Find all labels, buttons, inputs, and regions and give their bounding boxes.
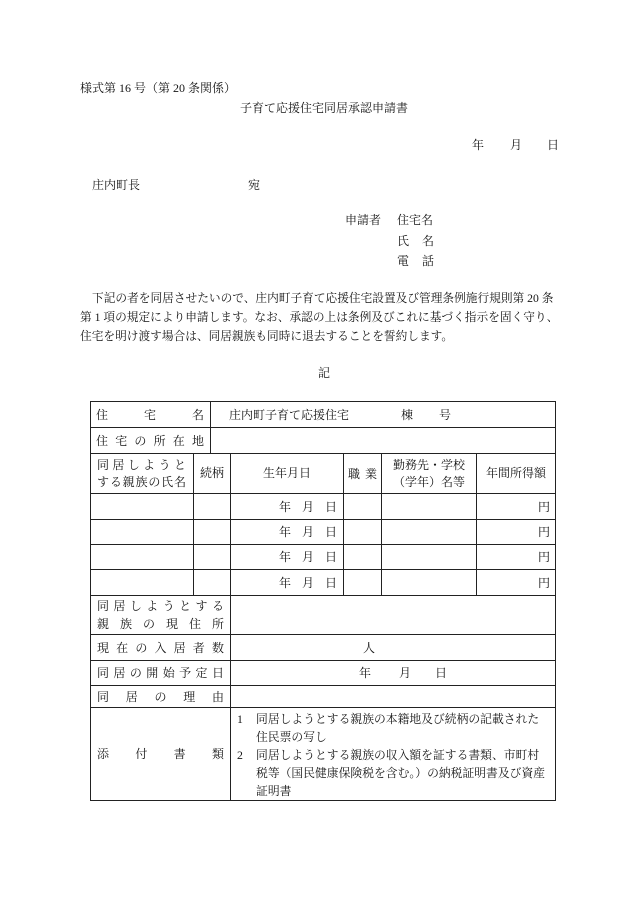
- label-char: 者: [192, 640, 205, 655]
- label-char: 親: [97, 617, 110, 631]
- label-char: 族: [120, 617, 133, 631]
- occupants-row: [91, 635, 556, 661]
- start-date-row: [91, 661, 556, 686]
- label-char: し: [129, 599, 142, 613]
- label-char: 居: [113, 599, 126, 613]
- label-char: す: [97, 474, 110, 489]
- location-value-cell: [211, 428, 556, 454]
- location-label-cell: [91, 428, 211, 454]
- label-char: 開: [146, 666, 159, 680]
- persons-unit: 人: [363, 640, 376, 655]
- relative-name-header-line: [97, 474, 186, 491]
- label-char: 同: [97, 666, 110, 680]
- year-label: 年: [359, 666, 372, 680]
- body-line: 第 1 項の規定により申請します。なお、承認の上は条例及びこれに基づく指示を固く守り、: [80, 311, 559, 324]
- label-char: の: [129, 666, 142, 680]
- year-label: 年: [278, 499, 291, 514]
- label-char: 同: [97, 689, 110, 704]
- applicant-phone-label: [397, 253, 434, 269]
- start-date-label: [97, 664, 224, 682]
- label-char: 居: [112, 457, 125, 472]
- reason-label: [97, 688, 224, 706]
- label-char: 名: [192, 407, 205, 422]
- reason-row: [91, 686, 556, 708]
- housing-label-cell: [91, 402, 211, 428]
- relative-name-cell: [91, 520, 194, 545]
- birthdate-cell: [231, 520, 344, 545]
- label-char: 入: [154, 640, 167, 655]
- relative-name-cell: [91, 494, 194, 520]
- date-month-label: 月: [510, 138, 523, 152]
- start-date-value-cell: [231, 661, 556, 686]
- yen-unit: 円: [538, 550, 551, 564]
- label-char: 住: [96, 407, 109, 422]
- relation-cell: [194, 494, 231, 520]
- label-char: 地: [191, 433, 204, 448]
- label-char: 書: [173, 747, 186, 761]
- document-title: 子育て応援住宅同居承認申請書: [240, 101, 409, 115]
- relation-cell: [194, 570, 231, 596]
- relation-cell: [194, 520, 231, 545]
- relative-row: [91, 545, 556, 570]
- reason-label-cell: [91, 686, 231, 708]
- relative-row: [91, 520, 556, 545]
- label-char: 始: [162, 666, 175, 680]
- label-char: 数: [211, 640, 224, 655]
- attachment-line: 証明書: [256, 784, 292, 798]
- body-paragraph: [80, 289, 570, 346]
- label-char: 付: [135, 747, 148, 761]
- body-line: 下記の者を同居させたいので、庄内町子育て応援住宅設置及び管理条例施行規則第 20 条: [92, 292, 554, 305]
- workplace-header-line: （学年）名等: [393, 474, 466, 489]
- label-char: 居: [113, 666, 126, 680]
- attachment-line: 同居しようとする親族の収入額を証する書類、市町村: [256, 748, 540, 762]
- day-label: 日: [325, 525, 338, 539]
- month-label: 月: [301, 525, 314, 539]
- label-char: 住: [189, 617, 202, 631]
- attachments-label: [97, 745, 224, 763]
- housing-row: [91, 402, 556, 428]
- body-line: 住宅を明け渡す場合は、同居親族も同時に退去することを誓約します。: [80, 330, 454, 343]
- workplace-cell: [382, 494, 477, 520]
- location-row: [91, 428, 556, 454]
- day-label: 日: [325, 499, 338, 514]
- relatives-header-row: [91, 454, 556, 494]
- birthdate-cell: [231, 494, 344, 520]
- label-char: し: [127, 457, 140, 472]
- addressee-name: 庄内町長: [92, 178, 141, 192]
- label-char: 所: [153, 433, 166, 448]
- attachment-line: 同居しようとする親族の本籍地及び続柄の記載された: [256, 712, 540, 726]
- day-label: 日: [325, 550, 338, 564]
- relative-name-cell: [91, 570, 194, 596]
- housing-value-cell: [211, 402, 556, 428]
- attachment-number: 1: [237, 712, 243, 726]
- label-char: と: [179, 599, 192, 613]
- label-char: 居: [125, 689, 138, 704]
- occupation-cell: [344, 494, 382, 520]
- label-char: の: [135, 640, 148, 655]
- workplace-cell: [382, 545, 477, 570]
- label-char: る: [109, 474, 122, 489]
- current-address-value-cell: [231, 596, 556, 635]
- workplace-cell: [382, 570, 477, 596]
- label-char: 職: [348, 466, 361, 481]
- occupants-value-cell: [231, 635, 556, 661]
- month-label: 月: [301, 575, 314, 590]
- current-address-label-line: [97, 615, 224, 633]
- room-unit: 号: [439, 407, 452, 422]
- applicant-house-name-label: 住宅名: [397, 213, 434, 227]
- day-label: 日: [435, 666, 448, 680]
- attachments-list-cell: [231, 708, 556, 801]
- label-char: 名: [421, 234, 434, 248]
- label-char: よ: [143, 457, 156, 472]
- label-char: す: [195, 599, 208, 613]
- attachment-line: 税等（国民健康保険税を含む。）の納税証明書及び資産: [256, 766, 546, 780]
- income-cell: [477, 545, 556, 570]
- label-char: の: [154, 689, 167, 704]
- occupation-header-label: [348, 466, 377, 482]
- label-char: と: [173, 457, 186, 472]
- label-char: 族: [135, 474, 148, 489]
- relative-row: [91, 570, 556, 596]
- label-char: 所: [212, 617, 225, 631]
- occupation-cell: [344, 520, 382, 545]
- birthdate-cell: [231, 570, 344, 596]
- occupants-label: [97, 639, 224, 657]
- month-label: 月: [301, 550, 314, 564]
- label-char: 理: [183, 689, 196, 704]
- yen-unit: 円: [538, 575, 551, 590]
- date-year-label: 年: [472, 138, 485, 152]
- occupation-header: [344, 454, 382, 494]
- label-char: 由: [212, 689, 225, 704]
- birthdate-header: 生年月日: [231, 454, 344, 494]
- attachments-row: [91, 708, 556, 801]
- label-char: の: [143, 617, 156, 631]
- current-address-label-cell: [91, 596, 231, 635]
- relative-name-cell: [91, 545, 194, 570]
- yen-unit: 円: [538, 525, 551, 539]
- attachment-item: [237, 746, 551, 800]
- reason-value-cell: [231, 686, 556, 708]
- application-table: [90, 401, 556, 801]
- year-label: 年: [278, 575, 291, 590]
- attachment-text: [256, 710, 551, 746]
- label-char: 定: [195, 666, 208, 680]
- income-header: 年間所得額: [477, 454, 556, 494]
- location-label: [96, 433, 204, 449]
- label-char: 同: [97, 457, 110, 472]
- month-label: 月: [301, 499, 314, 514]
- attachments-label-cell: [91, 708, 231, 801]
- label-char: 氏: [161, 474, 174, 489]
- yen-unit: 円: [538, 499, 551, 514]
- attachment-number: 2: [237, 748, 243, 762]
- current-address-row: [91, 596, 556, 635]
- start-date-label-cell: [91, 661, 231, 686]
- income-cell: [477, 520, 556, 545]
- attachment-item: [237, 710, 551, 746]
- label-char: 話: [421, 254, 434, 268]
- birthdate-cell: [231, 545, 344, 570]
- label-char: 在: [116, 640, 129, 655]
- workplace-header: [382, 454, 477, 494]
- label-char: 現: [97, 640, 110, 655]
- note-heading: 記: [318, 366, 331, 380]
- relative-name-header-line: [97, 457, 186, 474]
- label-char: 住: [96, 433, 109, 448]
- label-char: 居: [173, 640, 186, 655]
- applicant-label: 申請者: [345, 213, 382, 227]
- occupation-cell: [344, 545, 382, 570]
- label-char: の: [134, 433, 147, 448]
- label-char: う: [158, 457, 171, 472]
- label-char: 日: [211, 666, 224, 680]
- label-char: 氏: [397, 234, 410, 248]
- year-label: 年: [278, 550, 291, 564]
- year-label: 年: [278, 525, 291, 539]
- applicant-name-label: [397, 233, 434, 249]
- label-char: 現: [166, 617, 179, 631]
- label-char: 在: [172, 433, 185, 448]
- label-char: 予: [179, 666, 192, 680]
- form-number: 様式第 16 号（第 20 条関係）: [80, 81, 237, 95]
- relation-cell: [194, 545, 231, 570]
- label-char: う: [162, 599, 175, 613]
- attachment-line: 住民票の写し: [256, 730, 327, 744]
- month-label: 月: [399, 666, 412, 680]
- current-address-label-line: [97, 597, 224, 615]
- occupation-cell: [344, 570, 382, 596]
- label-char: 名: [173, 474, 186, 489]
- attachment-text: [256, 746, 551, 800]
- label-char: よ: [146, 599, 159, 613]
- label-char: 添: [97, 747, 110, 761]
- workplace-header-line: 勤務先・学校: [393, 457, 466, 472]
- housing-label: [96, 407, 204, 423]
- date-day-label: 日: [547, 138, 560, 152]
- relative-row: [91, 494, 556, 520]
- label-char: 電: [397, 254, 410, 268]
- relation-header: 続柄: [194, 454, 231, 494]
- label-char: 宅: [115, 433, 128, 448]
- label-char: の: [148, 474, 161, 489]
- income-cell: [477, 494, 556, 520]
- occupants-label-cell: [91, 635, 231, 661]
- label-char: 同: [97, 599, 110, 613]
- day-label: 日: [325, 575, 338, 590]
- housing-name-value: 庄内町子育て応援住宅: [229, 407, 350, 422]
- label-char: 宅: [144, 407, 157, 422]
- label-char: 類: [211, 747, 224, 761]
- relative-name-header: [91, 454, 194, 494]
- label-char: 業: [365, 466, 378, 481]
- building-unit: 棟: [401, 407, 414, 422]
- workplace-cell: [382, 520, 477, 545]
- income-cell: [477, 570, 556, 596]
- label-char: 親: [122, 474, 135, 489]
- addressee-suffix: 宛: [248, 178, 261, 192]
- label-char: る: [211, 599, 224, 613]
